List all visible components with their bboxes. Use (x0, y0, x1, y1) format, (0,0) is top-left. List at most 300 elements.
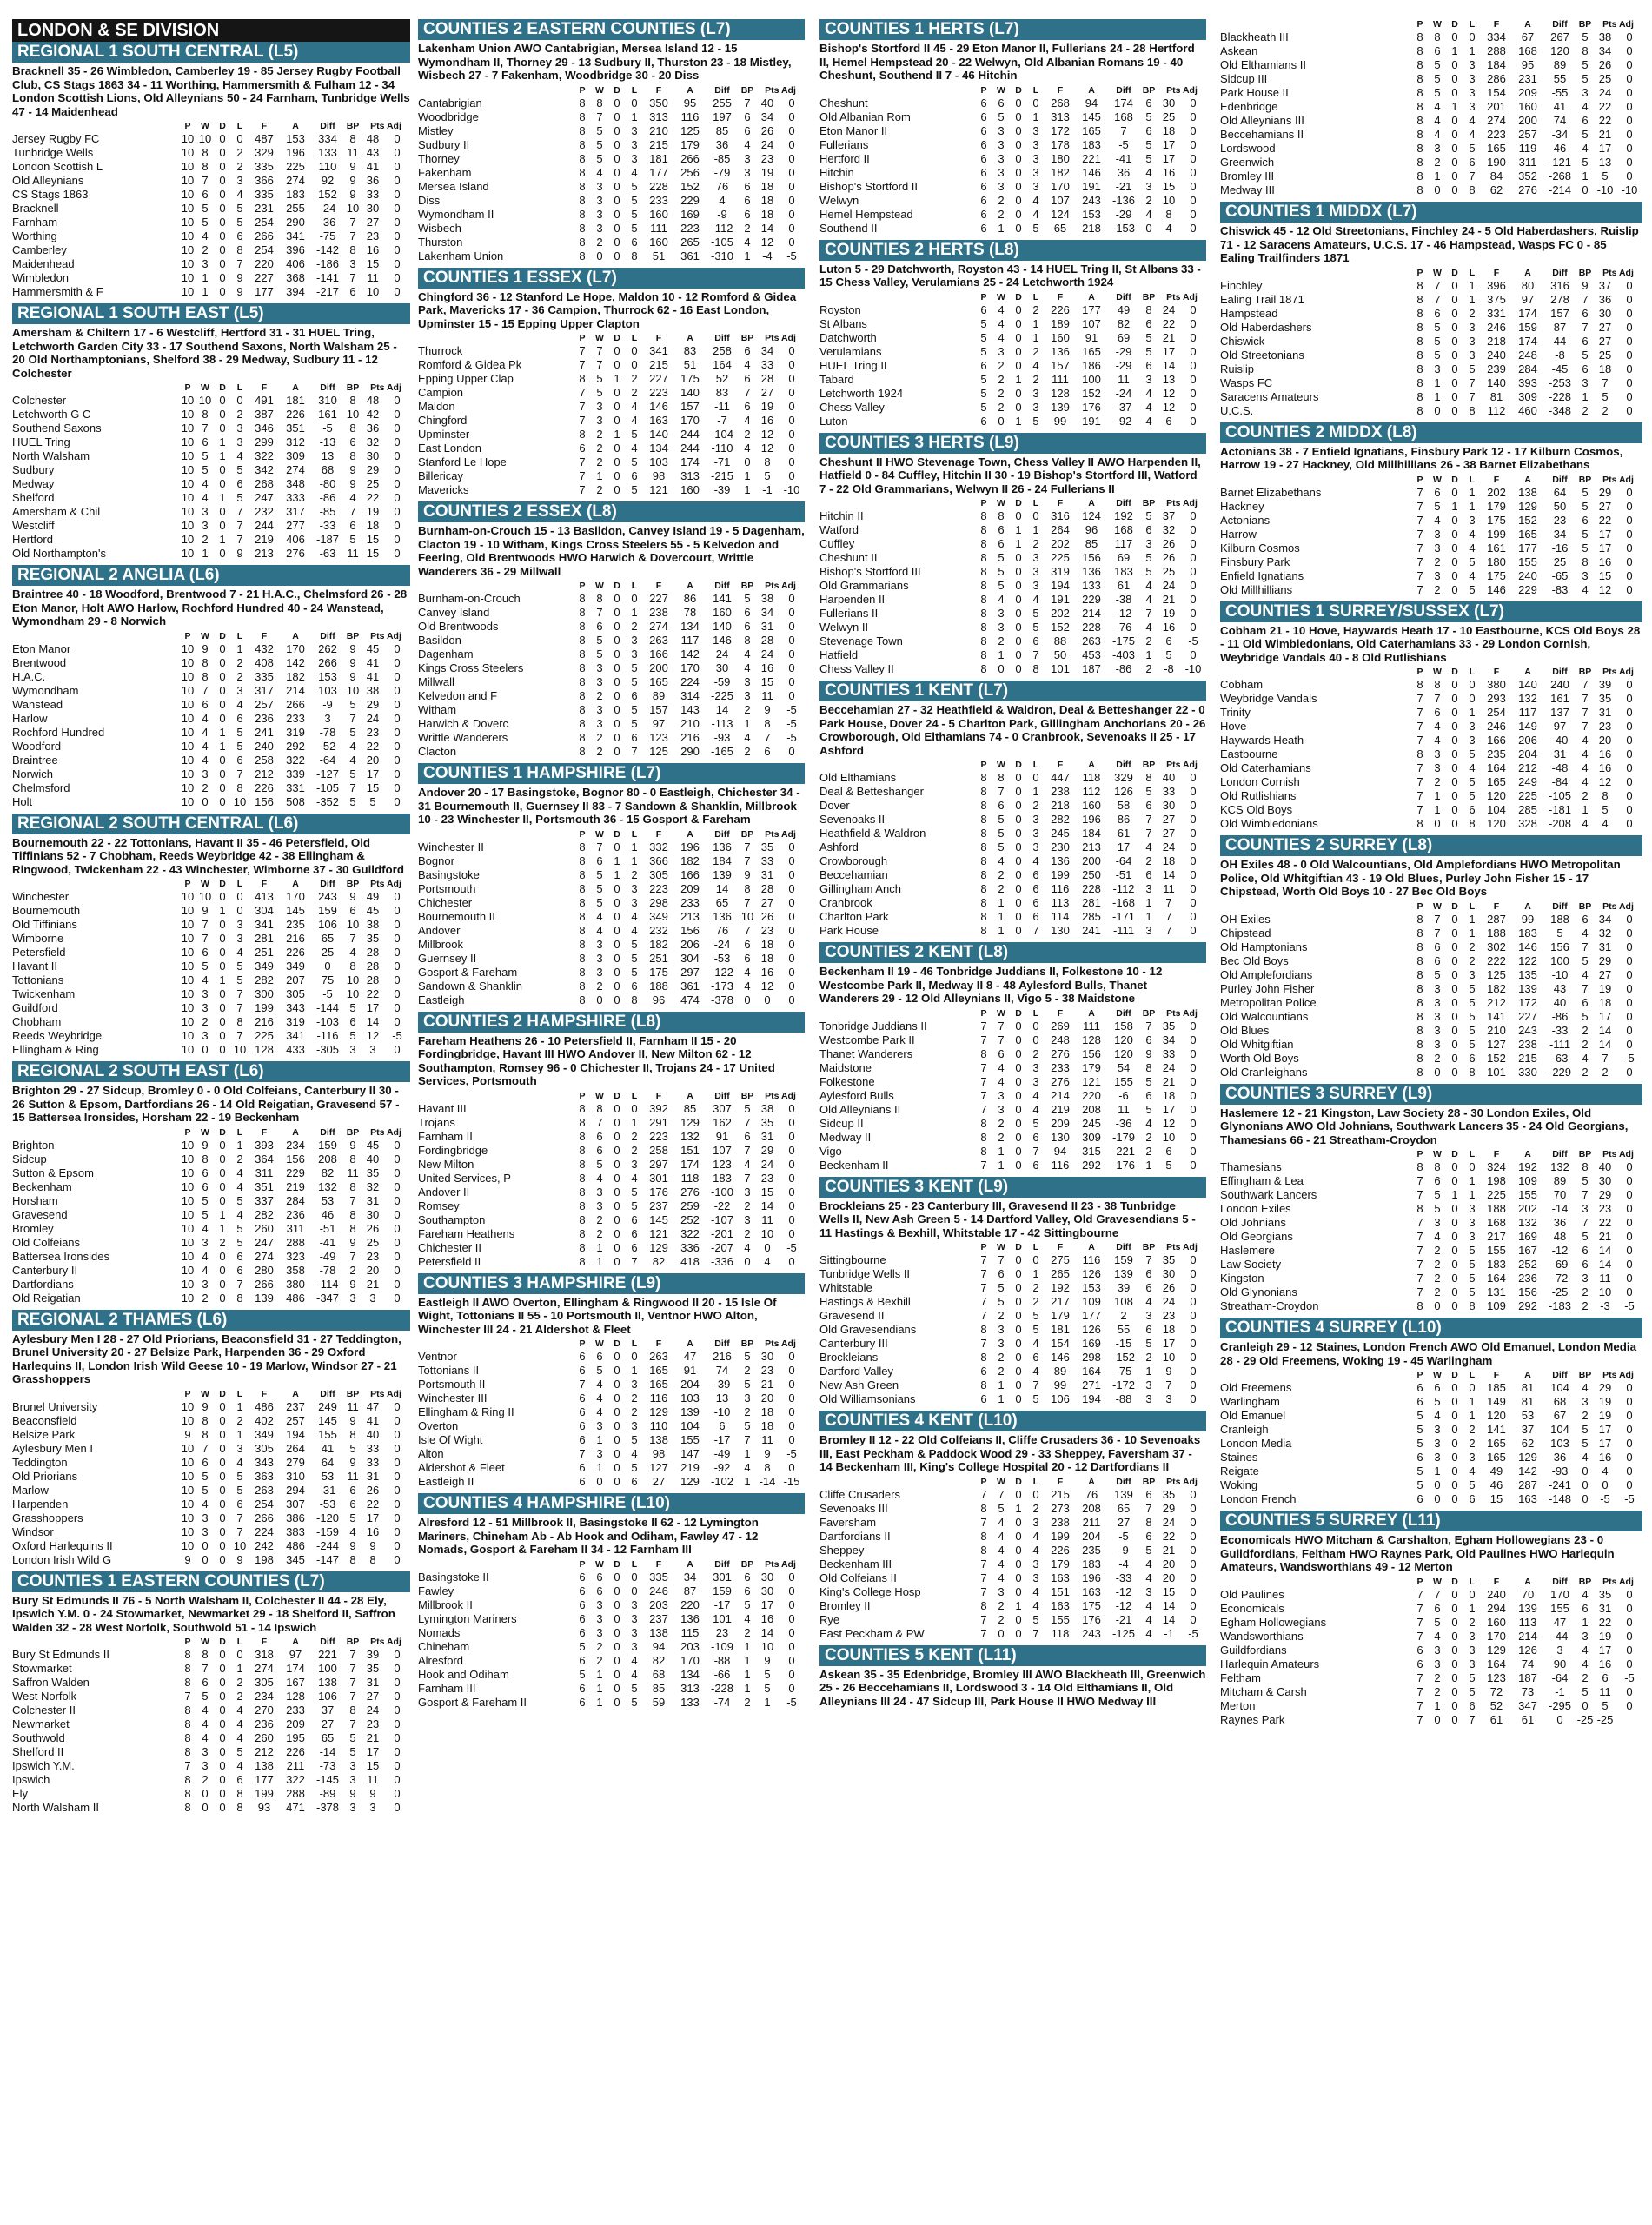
table-row (1220, 528, 1642, 541)
stat-cell: 0 (1434, 1478, 1441, 1491)
stat-cell: 38 (1598, 30, 1612, 43)
stat-cell: 0 (1451, 995, 1458, 1009)
stat-cell: 160 (1082, 799, 1101, 812)
stat-cell: 3 (998, 165, 1005, 179)
stat-cell: 4 (202, 1717, 209, 1730)
stat-cell: 35 (1162, 1487, 1176, 1501)
table-row (819, 662, 1206, 676)
table-row (12, 1525, 410, 1539)
stat-cell: 1 (219, 491, 226, 504)
stat-cell: 16 (1598, 1451, 1612, 1464)
stat-cell: 203 (680, 1639, 700, 1653)
stat-cell: 20 (366, 1263, 380, 1277)
stat-cell: 6 (1032, 1130, 1039, 1144)
table-row (12, 1745, 410, 1759)
team-name: Kingston (1220, 1272, 1264, 1285)
stat-cell: 508 (286, 794, 305, 808)
stat-cell: 18 (1162, 854, 1176, 867)
stat-cell: 106 (1051, 1392, 1070, 1405)
stat-cell: 24 (760, 137, 774, 151)
stat-cell: 3 (596, 1185, 603, 1199)
team-name: Ipswich (12, 1773, 50, 1786)
team-name: Fordingbridge (418, 1143, 488, 1157)
stat-cell: 0 (394, 271, 401, 284)
stat-cell: 11 (1599, 1684, 1611, 1698)
stat-cell: 11 (761, 1433, 773, 1446)
stat-cell: 199 (1051, 1529, 1070, 1543)
stat-cell: 7 (349, 780, 356, 794)
stat-cell: 113 (1051, 896, 1070, 909)
stat-cell: 7 (1032, 1144, 1039, 1158)
team-name: Rye (819, 1612, 840, 1626)
table-header (819, 292, 1206, 303)
stat-cell: 5 (631, 717, 638, 730)
stat-cell: 0 (614, 745, 620, 758)
stat-cell: 0 (1626, 1615, 1633, 1629)
stat-cell: 0 (1190, 1158, 1197, 1172)
stat-cell: 5 (236, 739, 243, 753)
stat-cell: 285 (1518, 803, 1537, 816)
stat-cell: 5 (202, 202, 209, 215)
stat-cell: 154 (1487, 86, 1506, 99)
stat-cell: 317 (255, 683, 274, 697)
team-name: Saracens Amateurs (1220, 389, 1319, 403)
stat-cell: 2 (1032, 344, 1039, 358)
stat-cell: 94 (1085, 96, 1098, 110)
table-row (418, 854, 805, 868)
stat-cell: 0 (394, 641, 401, 655)
table-row (819, 593, 1206, 607)
stat-cell: 7 (349, 711, 356, 725)
stat-cell: 5 (349, 1029, 356, 1042)
column-header: L (1032, 291, 1039, 302)
stat-cell: 322 (255, 449, 274, 462)
team-name: Whitstable (819, 1281, 872, 1294)
table-row (1220, 30, 1642, 44)
stat-cell: 7 (202, 422, 209, 435)
stat-cell: 40 (1598, 1160, 1612, 1173)
team-name: Cantabrigian (418, 96, 482, 110)
stat-cell: 12 (760, 979, 774, 993)
stat-cell: 6 (631, 979, 638, 993)
team-name: Hackney (1220, 499, 1264, 513)
stat-cell: 4 (202, 491, 209, 504)
stat-cell: -228 (710, 1681, 734, 1695)
stat-cell: 0 (788, 221, 795, 235)
stat-cell: 121 (649, 483, 668, 496)
stat-cell: -11 (714, 400, 730, 413)
stat-cell: 9 (349, 1138, 356, 1152)
stat-cell: 155 (1487, 1244, 1506, 1257)
stat-cell: 375 (1487, 292, 1506, 306)
stat-cell: 8 (980, 634, 987, 648)
stat-cell: 0 (614, 1667, 620, 1681)
team-name: Witham (418, 703, 457, 716)
league-table (1220, 1577, 1642, 1727)
team-name: Old Tiffinians (12, 918, 77, 931)
stat-cell: 202 (1487, 485, 1506, 499)
stat-cell: 238 (1051, 785, 1070, 798)
stat-cell: 3 (202, 1277, 209, 1291)
table-row (12, 1498, 410, 1511)
stat-cell: 0 (219, 1043, 226, 1056)
results-summary: Amersham & Chiltern 17 - 6 Westcliff, Hertford 31 - 31 HUEL Tring, Letchworth Garden City 33 - 17 Southend Saxons, North Walsham 25 - 20 Old Northamptonians, Shelford 38 - 29 Medway, Sudbury 11 - 12 Colchester (12, 326, 397, 380)
stat-cell: 7 (1416, 555, 1423, 568)
stat-cell: 0 (1015, 358, 1022, 372)
stat-cell: 10 (181, 683, 195, 697)
stat-cell: 7 (579, 400, 586, 413)
table-row (1220, 913, 1642, 927)
team-name: Kings Cross Steelers (418, 661, 524, 674)
stat-cell: 24 (1162, 1295, 1176, 1308)
stat-cell: 6 (596, 620, 603, 633)
stat-cell: 4 (1032, 1543, 1039, 1557)
stat-cell: 1 (219, 973, 226, 986)
stat-cell: 40 (366, 1427, 380, 1441)
stat-cell: 155 (1518, 1188, 1537, 1201)
stat-cell: 335 (255, 160, 274, 173)
stat-cell: 99 (1053, 414, 1067, 428)
stat-cell: -37 (1115, 400, 1132, 414)
team-name: Old Whitgiftian (1220, 1037, 1294, 1051)
stat-cell: 203 (649, 1597, 668, 1611)
stat-cell: 342 (255, 463, 274, 476)
stat-cell: 16 (1162, 165, 1176, 179)
stat-cell: 0 (614, 1597, 620, 1611)
stat-cell: 6 (764, 745, 771, 758)
stat-cell: 2 (1582, 403, 1589, 417)
league-table (819, 1477, 1206, 1641)
stat-cell: 194 (286, 1427, 305, 1441)
table-row (418, 180, 805, 194)
stat-cell: 116 (1051, 1158, 1070, 1172)
table-row (819, 579, 1206, 593)
column-header: A (1088, 1007, 1095, 1019)
stat-cell: 20 (1162, 1557, 1176, 1571)
table-row (1220, 321, 1642, 335)
table-header (1220, 1370, 1642, 1381)
stat-cell: 2 (1434, 775, 1441, 788)
stat-cell: 5 (1582, 30, 1589, 43)
stat-cell: 198 (255, 1552, 274, 1566)
stat-cell: 10 (181, 463, 195, 476)
stat-cell: 5 (1469, 1478, 1476, 1491)
stat-cell: 0 (1190, 1309, 1197, 1322)
stat-cell: 0 (614, 96, 620, 110)
stat-cell: 10 (181, 216, 195, 229)
stat-cell: 6 (631, 469, 638, 482)
stat-cell: 335 (255, 669, 274, 683)
stat-cell: 0 (394, 1179, 401, 1193)
stat-cell: 219 (286, 1179, 305, 1193)
table-row (12, 1029, 410, 1043)
stat-cell: 0 (1626, 734, 1633, 747)
stat-cell: 117 (1114, 537, 1133, 550)
stat-cell: 0 (219, 174, 226, 187)
stat-cell: 0 (394, 1662, 401, 1675)
stat-cell: 433 (286, 1043, 305, 1056)
stat-cell: 27 (652, 1475, 666, 1488)
stat-cell: 307 (713, 1101, 732, 1115)
stat-cell: 10 (181, 1207, 195, 1221)
stat-cell: 225 (1051, 551, 1070, 564)
stat-cell: -78 (319, 1263, 336, 1277)
stat-cell: 7 (1416, 527, 1423, 541)
table-row (418, 1584, 805, 1598)
stat-cell: 6 (236, 1773, 243, 1786)
stat-cell: 0 (1451, 692, 1458, 705)
stat-cell: 23 (366, 725, 380, 739)
stat-cell: 0 (1032, 96, 1039, 110)
stat-cell: 7 (1416, 1188, 1423, 1201)
table-row (1220, 362, 1642, 376)
stat-cell: 11 (1118, 1102, 1130, 1116)
stat-cell: 0 (1556, 1712, 1563, 1726)
stat-cell: 241 (255, 725, 274, 739)
stat-cell: 7 (1145, 607, 1152, 620)
stat-cell: 4 (202, 739, 209, 753)
column-header: L (1469, 1370, 1476, 1380)
stat-cell: 0 (614, 840, 620, 853)
stat-cell: 7 (744, 1115, 751, 1129)
team-name: Westcliff (12, 519, 55, 532)
column-header: A (687, 828, 693, 840)
table-row (12, 1456, 410, 1470)
stat-cell: 6 (980, 207, 987, 221)
stat-cell: 9 (764, 1447, 771, 1460)
stat-cell: 23 (715, 1625, 729, 1639)
stat-cell: 7 (349, 1648, 356, 1661)
team-name: Haywards Heath (1220, 734, 1304, 747)
stat-cell: 49 (1117, 302, 1131, 316)
stat-cell: 6 (236, 711, 243, 725)
stat-cell: 3 (369, 1291, 376, 1305)
stat-cell: -14 (1551, 1202, 1569, 1215)
stat-cell: 192 (1518, 1160, 1537, 1173)
stat-cell: 8 (980, 593, 987, 606)
stat-cell: 8 (980, 509, 987, 522)
stat-cell: 4 (1582, 775, 1589, 788)
stat-cell: 3 (1434, 541, 1441, 555)
stat-cell: 305 (649, 867, 668, 881)
stat-cell: 6 (1582, 1601, 1589, 1615)
stat-cell: 3 (596, 1199, 603, 1212)
stat-cell: -152 (1111, 1351, 1136, 1364)
table-row (819, 1571, 1206, 1585)
team-name: Kilburn Cosmos (1220, 541, 1300, 555)
team-name: Amersham & Chil (12, 505, 101, 518)
team-name: Havant III (418, 1101, 467, 1115)
stat-cell: 11 (761, 689, 773, 702)
stat-cell: 0 (219, 1249, 226, 1263)
column-header: P (1416, 474, 1423, 485)
team-name: Bec Old Boys (1220, 953, 1289, 967)
stat-cell: 7 (579, 386, 586, 399)
stat-cell: 6 (1145, 316, 1152, 330)
stat-cell: 160 (1051, 330, 1070, 344)
stat-cell: 90 (1553, 1657, 1567, 1670)
team-name: Old Millhillians (1220, 582, 1293, 596)
stat-cell: 27 (1598, 967, 1612, 981)
stat-cell: 68 (652, 1667, 666, 1681)
stat-cell: 196 (286, 146, 305, 159)
stat-cell: 8 (349, 243, 356, 256)
stat-cell: 0 (1626, 1258, 1633, 1271)
table-row (819, 1337, 1206, 1351)
stat-cell: 0 (1626, 362, 1633, 375)
stat-cell: 229 (680, 193, 700, 207)
stat-cell: 31 (1598, 940, 1612, 953)
table-row (12, 1166, 410, 1180)
stat-cell: 8 (184, 1773, 191, 1786)
stat-cell: 4 (744, 965, 751, 979)
stat-cell: 88 (1053, 634, 1067, 648)
table-row (1220, 569, 1642, 583)
stat-cell: 290 (286, 216, 305, 229)
table-row (1220, 541, 1642, 555)
stat-cell: 2 (236, 655, 243, 669)
stat-cell: 85 (683, 1101, 697, 1115)
stat-cell: 349 (286, 960, 305, 973)
column-header: F (261, 879, 268, 889)
stat-cell: 0 (1626, 541, 1633, 555)
stat-cell: 152 (1051, 621, 1070, 634)
stat-cell: 9 (349, 1538, 356, 1552)
stat-cell: 9 (349, 477, 356, 490)
column-header: Diff (320, 382, 335, 393)
stat-cell: 3 (1145, 1392, 1152, 1405)
stat-cell: 0 (614, 592, 620, 605)
team-name: Vigo (819, 1144, 842, 1158)
stat-cell: 93 (257, 1801, 271, 1814)
stat-cell: 0 (1451, 789, 1458, 802)
stat-cell: 7 (1416, 513, 1423, 527)
stat-cell: 8 (579, 993, 586, 1006)
stat-cell: 7 (349, 229, 356, 242)
stat-cell: 0 (219, 1166, 226, 1179)
results-summary: Lakenham Union AWO Cantabrigian, Mersea Island 12 - 15 Wymondham II, Thorney 29 - 13 Sudbury II, Thurston 23 - 18 Mistley, Wisbech 27 - 7 Fakenham, Woodbridge 30 - 20 Diss (418, 42, 792, 82)
stat-cell: 29 (760, 1143, 774, 1157)
table-row (12, 285, 410, 299)
team-name: Old Freemens (1220, 1381, 1292, 1394)
stat-cell: 5 (1582, 72, 1589, 85)
table-row (819, 1378, 1206, 1392)
stat-cell: 0 (219, 669, 226, 683)
stat-cell: 0 (788, 358, 795, 371)
stat-cell: 0 (788, 442, 795, 455)
stat-cell: 2 (1145, 854, 1152, 867)
stat-cell: 5 (1582, 953, 1589, 967)
stat-cell: 183 (1114, 565, 1133, 578)
stat-cell: 1 (1032, 110, 1039, 123)
stat-cell: 7 (998, 785, 1005, 798)
stat-cell: 284 (286, 1193, 305, 1207)
stat-cell: 24 (1162, 302, 1176, 316)
stat-cell: 5 (236, 1469, 243, 1483)
stat-cell: 160 (1487, 1615, 1506, 1629)
stat-cell: 5 (1602, 169, 1609, 183)
stat-cell: -59 (713, 675, 731, 688)
stat-cell: 14 (1598, 1037, 1612, 1051)
team-name: Wandsworthians (1220, 1629, 1304, 1643)
stat-cell: 32 (1162, 523, 1176, 536)
stat-cell: 7 (236, 767, 243, 780)
table-row (1220, 720, 1642, 734)
stat-cell: 31 (1598, 706, 1612, 719)
table-row (418, 1405, 805, 1419)
stat-cell: 8 (1416, 953, 1423, 967)
stat-cell: 0 (394, 1552, 401, 1566)
stat-cell: 276 (286, 547, 305, 560)
stat-cell: 7 (1145, 1253, 1152, 1266)
stat-cell: 70 (1553, 1188, 1567, 1201)
column-header: P (184, 1126, 191, 1138)
stat-cell: 7 (1416, 1258, 1423, 1271)
stat-cell: 0 (1015, 179, 1022, 193)
stat-cell: 92 (321, 174, 335, 187)
stat-cell: -348 (1548, 403, 1572, 417)
league-section (819, 1177, 1206, 1407)
stat-cell: 4 (1145, 414, 1152, 428)
column-header: A (687, 333, 693, 343)
stat-cell: 30 (1162, 1267, 1176, 1280)
stat-cell: 0 (219, 1538, 226, 1552)
stat-cell: 0 (394, 767, 401, 780)
stat-cell: 228 (649, 179, 668, 193)
stat-cell: 0 (1190, 840, 1197, 853)
stat-cell: 0 (788, 1639, 795, 1653)
column-header: D (219, 121, 226, 131)
table-row (12, 547, 410, 561)
stat-cell: 165 (1082, 123, 1101, 137)
stat-cell: 7 (349, 1690, 356, 1703)
column-header: Diff (1552, 1576, 1568, 1587)
stat-cell: 94 (652, 1639, 666, 1653)
stat-cell: 241 (1082, 924, 1101, 937)
stat-cell: 7 (202, 1441, 209, 1455)
league-table (418, 829, 805, 1007)
stat-cell: 5 (744, 1101, 751, 1115)
stat-cell: 225 (1487, 1188, 1506, 1201)
stat-cell: 9 (349, 1787, 356, 1800)
stat-cell: 10 (198, 394, 212, 407)
stat-cell: 1 (1582, 803, 1589, 816)
stat-cell: 254 (255, 243, 274, 256)
stat-cell: 145 (1082, 110, 1101, 123)
stat-cell: 3 (1556, 1643, 1563, 1657)
stat-cell: 0 (1190, 1019, 1197, 1033)
column-header: D (1451, 474, 1458, 485)
stat-cell: 33 (1162, 1046, 1176, 1060)
stat-cell: 6 (744, 372, 751, 385)
stat-cell: 6 (1469, 1698, 1476, 1712)
stat-cell: 16 (760, 661, 774, 674)
stat-cell: 258 (649, 1143, 668, 1157)
stat-cell: 0 (1451, 485, 1458, 499)
stat-cell: 0 (1451, 981, 1458, 995)
stat-cell: 104 (680, 1419, 700, 1432)
stat-cell: 8 (980, 854, 987, 867)
stat-cell: 174 (680, 455, 700, 468)
stat-cell: 35 (760, 1115, 774, 1129)
stat-cell: 106 (318, 1690, 337, 1703)
team-name: Old Johnians (1220, 1216, 1286, 1229)
column-header: Pts Adj (765, 1558, 796, 1570)
stat-cell: -73 (319, 1759, 336, 1772)
team-name: Overton (418, 1419, 459, 1432)
stat-cell: 2 (631, 620, 638, 633)
stat-cell: 0 (219, 202, 226, 215)
